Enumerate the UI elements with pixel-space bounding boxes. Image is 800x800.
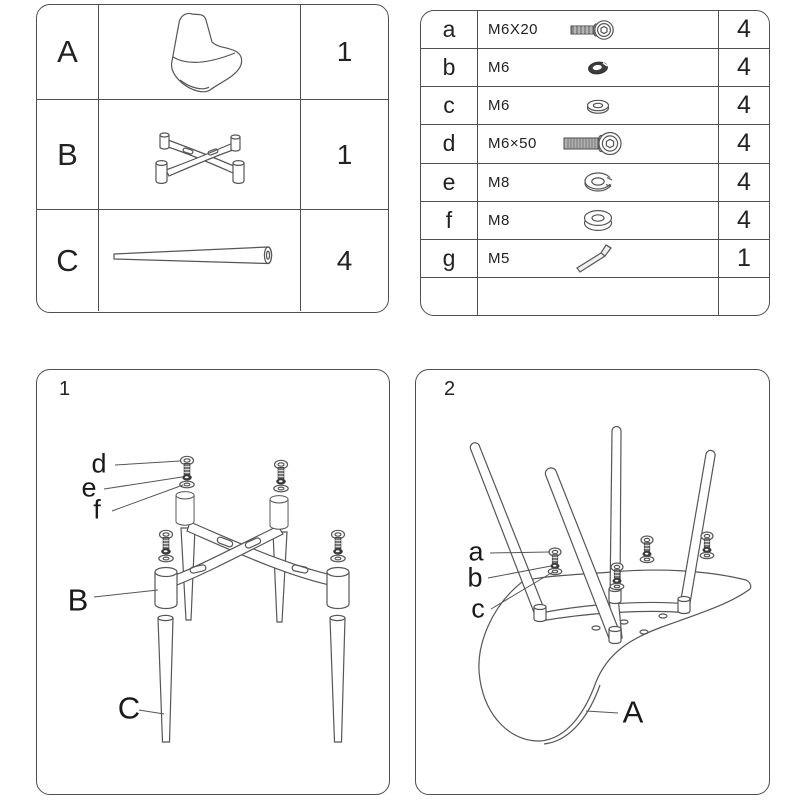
step-2-panel xyxy=(415,369,770,795)
callout-f: f xyxy=(93,494,101,525)
hardware-letter: e xyxy=(421,164,478,201)
part-qty: 1 xyxy=(300,100,388,209)
hardware-row-f xyxy=(421,202,769,240)
hardware-row-empty xyxy=(421,278,769,315)
hardware-row-b xyxy=(421,49,769,87)
hardware-row-a xyxy=(421,11,769,49)
flat-washer-icon xyxy=(563,92,633,120)
callout-c: c xyxy=(471,593,485,624)
hardware-row-d xyxy=(421,125,769,163)
step-number: 1 xyxy=(59,378,71,400)
leg-icon xyxy=(100,236,300,286)
callout-A: A xyxy=(622,694,644,730)
hardware-row-c xyxy=(421,87,769,125)
callout-B: B xyxy=(67,582,89,618)
hardware-spec: M6×50 xyxy=(488,135,537,153)
button-head-bolt-icon xyxy=(563,16,633,44)
hardware-spec: M6 xyxy=(488,97,510,115)
hardware-qty: 4 xyxy=(718,49,769,86)
part-letter: B xyxy=(37,100,99,209)
part-qty: 4 xyxy=(300,210,388,311)
hardware-letter: g xyxy=(421,240,478,277)
callout-b: b xyxy=(467,562,483,593)
step-1-panel xyxy=(36,369,390,795)
hardware-spec: M8 xyxy=(488,211,510,229)
split-lock-washer-icon xyxy=(563,166,633,198)
seat-shell-icon xyxy=(100,6,300,99)
hardware-spec: M5 xyxy=(488,249,510,267)
hardware-qty: 4 xyxy=(718,87,769,124)
part-letter: A xyxy=(37,5,99,99)
hardware-qty: 4 xyxy=(718,164,769,201)
cross-base-icon xyxy=(100,103,300,207)
hardware-spec: M8 xyxy=(488,173,510,191)
allen-key-icon xyxy=(563,242,633,274)
long-bolt-icon xyxy=(561,129,635,159)
callout-a: a xyxy=(468,536,484,567)
hardware-letter: c xyxy=(421,87,478,124)
hardware-letter xyxy=(421,278,478,315)
callout-d: d xyxy=(91,448,107,479)
hardware-qty: 4 xyxy=(718,125,769,162)
hardware-letter: f xyxy=(421,202,478,239)
hardware-letter: d xyxy=(421,125,478,162)
step-number: 2 xyxy=(444,378,456,400)
part-qty: 1 xyxy=(300,5,388,99)
hardware-spec: M6 xyxy=(488,59,510,77)
part-letter: C xyxy=(37,210,99,311)
callout-e: e xyxy=(81,472,97,503)
hardware-qty xyxy=(718,278,769,315)
hardware-table xyxy=(420,10,770,316)
parts-row-C xyxy=(37,210,388,311)
hardware-row-g xyxy=(421,240,769,278)
step-1-diagram xyxy=(37,370,391,794)
hardware-qty: 4 xyxy=(718,11,769,48)
callout-C: C xyxy=(117,690,141,726)
parts-row-B xyxy=(37,100,388,210)
hardware-letter: b xyxy=(421,49,478,86)
leg-drawing xyxy=(99,210,300,311)
hardware-spec: M6X20 xyxy=(488,21,539,39)
hardware-row-e xyxy=(421,164,769,202)
cross-base-drawing xyxy=(99,100,300,209)
parts-row-A xyxy=(37,5,388,100)
hardware-qty: 1 xyxy=(718,240,769,277)
large-flat-washer-icon xyxy=(563,204,633,236)
hardware-qty: 4 xyxy=(718,202,769,239)
hardware-letter: a xyxy=(421,11,478,48)
seat-shell-drawing xyxy=(99,5,300,99)
spring-washer-icon xyxy=(563,54,633,82)
parts-table xyxy=(36,4,389,313)
